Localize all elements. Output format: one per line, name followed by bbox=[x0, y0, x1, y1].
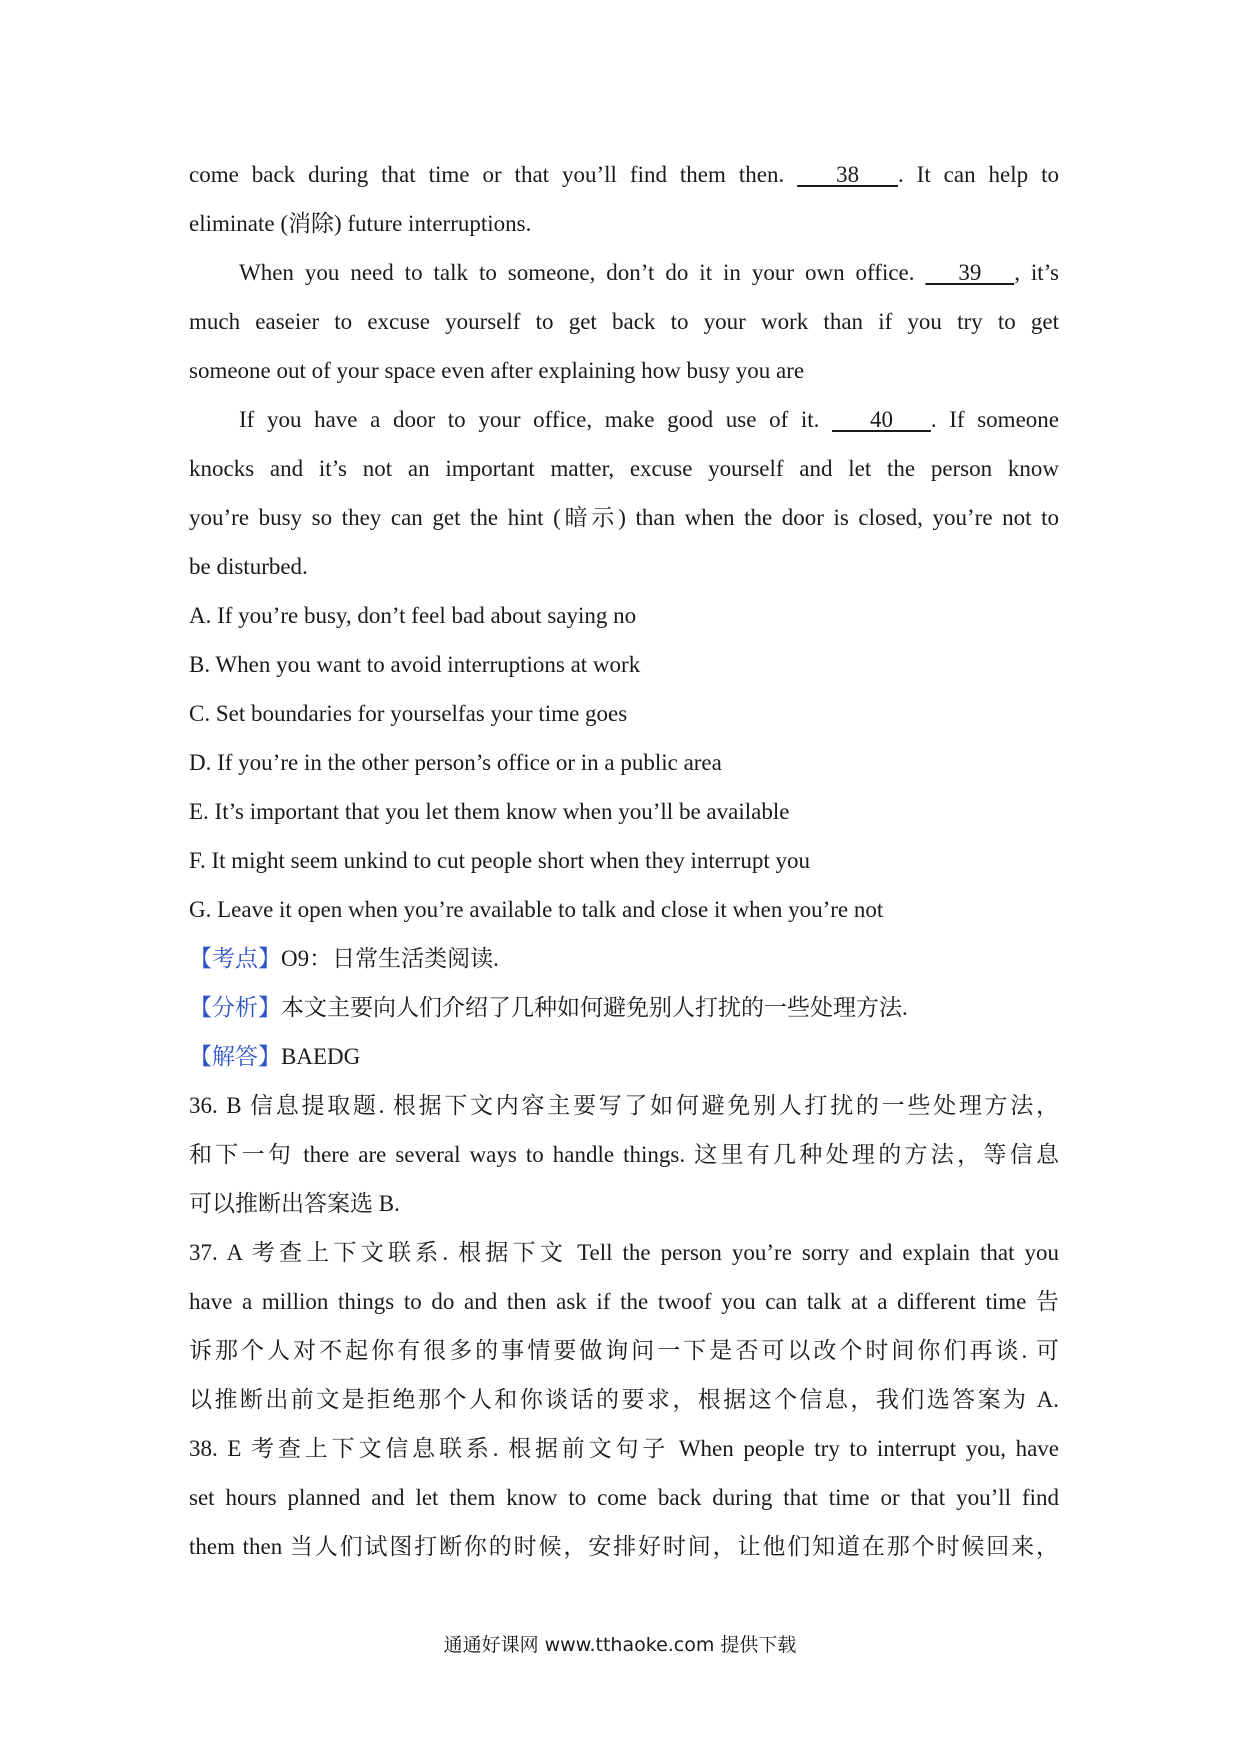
kaodian-text: O9：日常生活类阅读. bbox=[281, 946, 499, 971]
explanation-line: 可以推断出答案选 B. bbox=[189, 1191, 400, 1216]
explanation-line: 诉那个人对不起你有很多的事情要做询问一下是否可以改个时间你们再谈. 可 bbox=[189, 1338, 1059, 1363]
jieda-tag: 【解答】 bbox=[189, 1044, 281, 1069]
explanation-line: 36. B 信息提取题. 根据下文内容主要写了如何避免别人打扰的一些处理方法， bbox=[189, 1093, 1059, 1118]
explanation-line: 38. E 考查上下文信息联系. 根据前文句子 When people try to interrupt you, have bbox=[189, 1436, 1059, 1461]
passage-text: When you need to talk to someone, don’t do it in your own office. bbox=[239, 260, 915, 285]
option-a: A. If you’re busy, don’t feel bad about saying no bbox=[189, 603, 637, 628]
option-c: C. Set boundaries for yourselfas your time goes bbox=[189, 701, 628, 726]
fenxi-text: 本文主要向人们介绍了几种如何避免别人打扰的一些处理方法. bbox=[281, 995, 908, 1020]
passage-text: . It can help to bbox=[897, 162, 1059, 187]
explanation-line: 以推断出前文是拒绝那个人和你谈话的要求，根据这个信息，我们选答案为 A. bbox=[189, 1387, 1059, 1412]
passage-text: come back during that time or that you’ll find them then. bbox=[189, 162, 785, 187]
passage-text: . If someone bbox=[930, 407, 1059, 432]
kaodian-line bbox=[189, 934, 1059, 983]
explanation-line: 37. A 考查上下文联系. 根据下文 Tell the person you’re sorry and explain that you bbox=[189, 1240, 1059, 1265]
fenxi-tag: 【分析】 bbox=[189, 995, 281, 1020]
passage-line: eliminate (消除) future interruptions. bbox=[189, 211, 532, 236]
passage-line bbox=[189, 150, 1059, 199]
explanation-line: 和下一句 there are several ways to handle things. 这里有几种处理的方法，等信息 bbox=[189, 1142, 1059, 1167]
passage-line: knocks and it’s not an important matter, excuse yourself and let the person know bbox=[189, 456, 1059, 481]
passage-line bbox=[189, 395, 1059, 444]
blank-39: 39 bbox=[925, 260, 1015, 285]
passage-text: , it’s bbox=[1014, 260, 1060, 285]
blank-40: 40 bbox=[832, 407, 931, 432]
kaodian-tag: 【考点】 bbox=[189, 946, 281, 971]
blank-38: 38 bbox=[797, 162, 898, 187]
option-g: G. Leave it open when you’re available to talk and close it when you’re not bbox=[189, 897, 884, 922]
jieda-line bbox=[189, 1032, 1059, 1081]
option-d: D. If you’re in the other person’s office or in a public area bbox=[189, 750, 722, 775]
explanation-line: them then 当人们试图打断你的时候，安排好时间，让他们知道在那个时候回来， bbox=[189, 1534, 1059, 1559]
explanation-line: have a million things to do and then ask if the twoof you can talk at a different time 告 bbox=[189, 1289, 1059, 1314]
fenxi-line bbox=[189, 983, 1059, 1032]
passage-line: be disturbed. bbox=[189, 554, 308, 579]
option-e: E. It’s important that you let them know when you’ll be available bbox=[189, 799, 790, 824]
passage-line bbox=[189, 248, 1059, 297]
passage-text: If you have a door to your office, make good use of it. bbox=[239, 407, 820, 432]
page-footer: 通通好课网 www.tthaoke.com 提供下载 bbox=[443, 1634, 797, 1656]
document-body bbox=[189, 150, 1059, 1571]
passage-line: much easeier to excuse yourself to get back to your work than if you try to get bbox=[189, 309, 1059, 334]
option-f: F. It might seem unkind to cut people short when they interrupt you bbox=[189, 848, 810, 873]
jieda-text: BAEDG bbox=[281, 1044, 361, 1069]
passage-line: someone out of your space even after explaining how busy you are bbox=[189, 358, 805, 383]
option-b: B. When you want to avoid interruptions at work bbox=[189, 652, 641, 677]
explanation-line: set hours planned and let them know to come back during that time or that you’ll find bbox=[189, 1485, 1059, 1510]
passage-line: you’re busy so they can get the hint (暗示) than when the door is closed, you’re not to bbox=[189, 505, 1059, 530]
